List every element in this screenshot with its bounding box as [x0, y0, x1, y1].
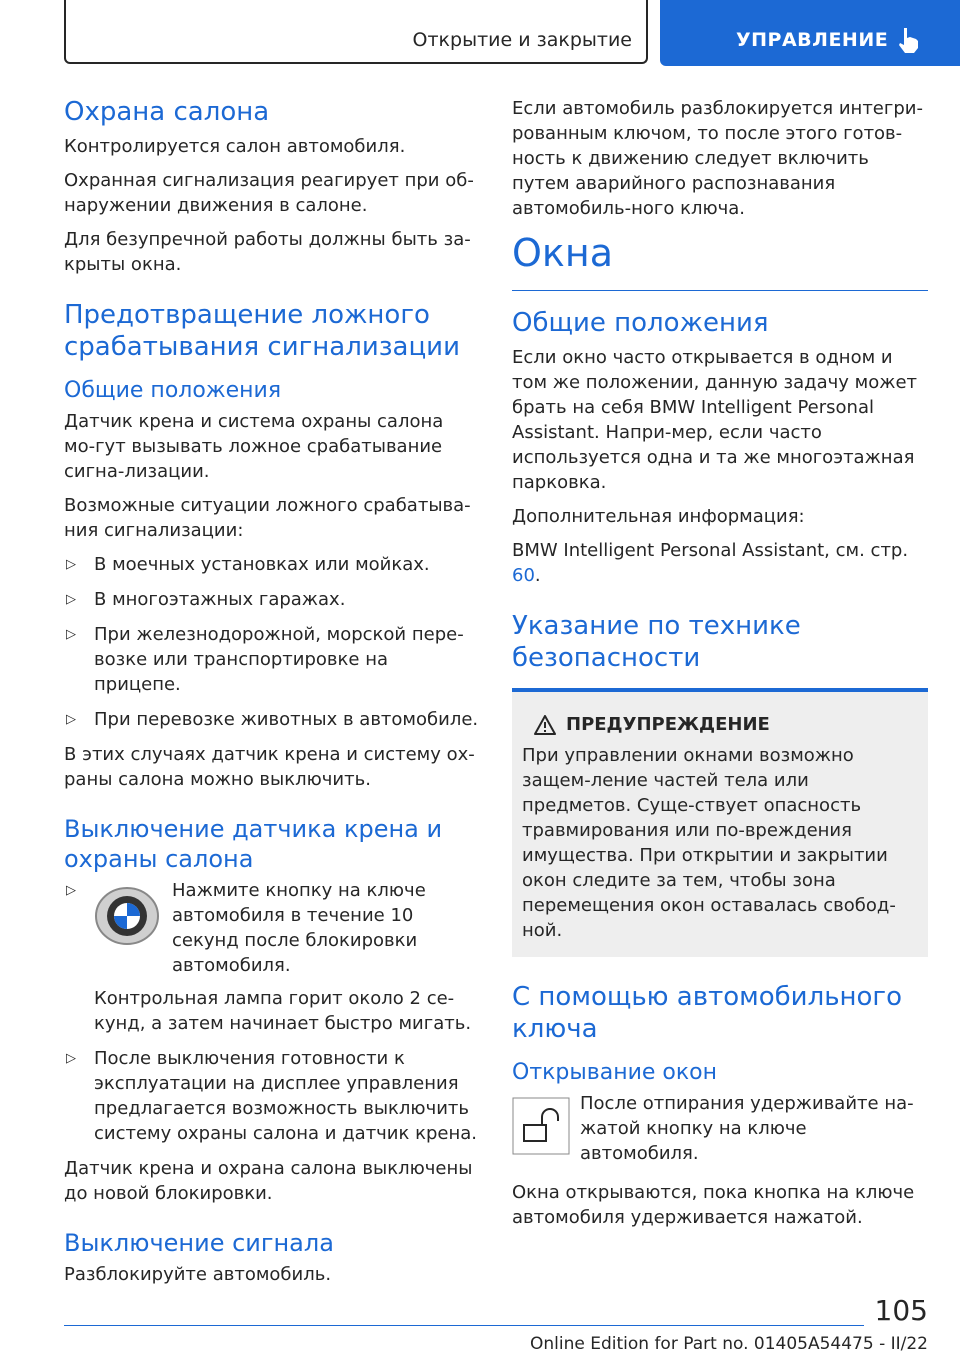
paragraph: Если окно часто открывается в одном и том же положении, данную задачу может брать на себя BMW Intelligent Personal Assistant. Напри-мер, если часто используется одна и та же многоэтажная парковка. [512, 347, 917, 493]
unlock-button-icon [512, 1097, 570, 1155]
section-tab [660, 0, 960, 66]
situation-list [64, 552, 480, 732]
paragraph: Контролируется салон автомобиля. [64, 136, 406, 157]
list-item: ▷ В моечных установках или мойках. [66, 554, 430, 575]
triangle-bullet-icon: ▷ [66, 627, 76, 642]
paragraph: Окна открываются, пока кнопка на ключе автомобиля удерживается нажатой. [512, 1182, 915, 1228]
paragraph: Датчик крена и система охраны салона мо-гут вызывать ложное срабатывание сигна-лизации. [64, 411, 444, 482]
triangle-bullet-icon: ▷ [66, 883, 76, 898]
hand-pointer-icon [896, 26, 922, 54]
paragraph: Дополнительная информация: [512, 506, 805, 527]
heading-interior-protection: Охрана салона [64, 97, 270, 127]
chapter-tab [64, 0, 648, 64]
footer-rule [64, 1325, 864, 1326]
heading-rule [512, 290, 928, 291]
bmw-key-button-icon [94, 886, 160, 946]
list-item: ▷ При железнодорожной, морской пере-возке или транспортировке на прицепе. [66, 624, 464, 695]
heading-alarm-off: Выключение сигнала [64, 1229, 334, 1257]
left-column [64, 96, 480, 1296]
paragraph: Датчик крена и охрана салона выключены до новой блокировки. [64, 1158, 473, 1204]
heading-safety: Указание по технике безопасности [512, 611, 801, 673]
warning-title: ПРЕДУПРЕЖДЕНИЕ [566, 714, 770, 735]
heading-disable-sensor: Выключение датчика крена и охраны салона [64, 815, 443, 873]
paragraph: Для безупречной работы должны быть за-крыты окна. [64, 229, 471, 275]
list-item: ▷ В многоэтажных гаражах. [66, 589, 346, 610]
list-item: ▷ Нажмите кнопку на ключе автомобиля в течение 10 секунд после блокировки автомобиля. Контрольная лампа горит около 2 се-кунд, а затем начинает быстро мигать. [66, 880, 472, 1034]
warning-text: При управлении окнами возможно защем-ление частей тела или предметов. Суще-ствует опасность травмирования или по-вреждения имущества. При открытии и закрытии окон следите за тем, чтобы зона перемещения окон оставалась свобод-ной. [522, 745, 896, 941]
triangle-bullet-icon: ▷ [66, 712, 76, 727]
paragraph: Разблокируйте автомобиль. [64, 1264, 332, 1285]
section-title: УПРАВЛЕНИЕ [736, 29, 889, 51]
paragraph: Охранная сигнализация реагирует при об-наружении движения в салоне. [64, 170, 474, 216]
paragraph: После отпирания удерживайте на-жатой кнопку на ключе автомобиля. [580, 1093, 914, 1164]
page-number: 105 [874, 1294, 928, 1327]
paragraph: BMW Intelligent Personal Assistant, см. стр. 60. [512, 540, 909, 586]
warning-triangle-icon [534, 715, 556, 735]
heading-general: Общие положения [512, 308, 769, 338]
paragraph: Возможные ситуации ложного срабатыва-ния сигнализации: [64, 495, 471, 541]
paragraph: Если автомобиль разблокируется интегри-рованным ключом, то после этого готов-ность к движению следует включить путем аварийного распознавания автомобиль-ного ключа. [512, 98, 923, 219]
warning-box [512, 688, 928, 957]
step-list [64, 878, 480, 1146]
page-reference-link[interactable]: 60 [512, 565, 535, 586]
triangle-bullet-icon: ▷ [66, 1051, 76, 1066]
heading-false-alarm: Предотвращение ложного срабатывания сигнализации [64, 300, 460, 362]
heading-open-windows: Открывание окон [512, 1060, 718, 1085]
heading-windows: Окна [512, 231, 613, 275]
heading-general: Общие положения [64, 378, 282, 403]
triangle-bullet-icon: ▷ [66, 557, 76, 572]
chapter-title: Открытие и закрытие [412, 29, 632, 51]
paragraph: В этих случаях датчик крена и систему ох-раны салона можно выключить. [64, 744, 475, 790]
list-item: ▷ После выключения готовности к эксплуатации на дисплее управления предлагается возможность выключить систему охраны салона и датчик крена. [66, 1048, 477, 1144]
heading-key: С помощью автомобильного ключа [512, 982, 902, 1044]
list-item: ▷ При перевозке животных в автомобиле. [66, 709, 479, 730]
edition-note: Online Edition for Part no. 01405A54475 - II/22 [529, 1334, 928, 1354]
right-column [512, 96, 928, 1239]
triangle-bullet-icon: ▷ [66, 592, 76, 607]
